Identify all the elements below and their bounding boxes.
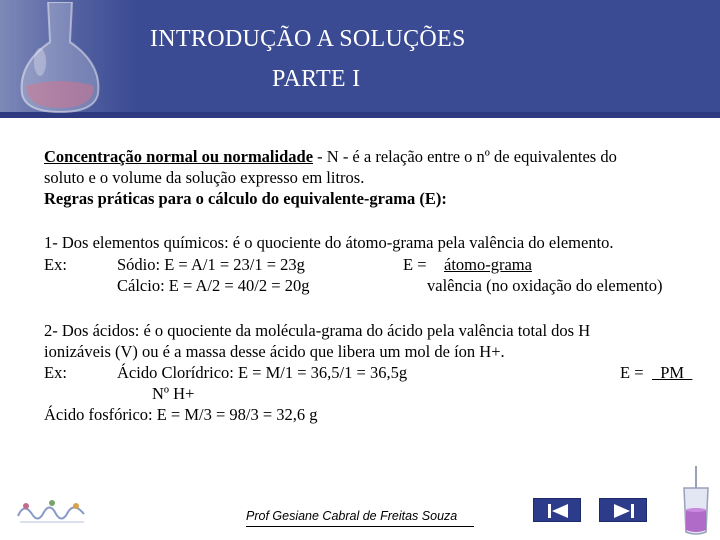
rule-1-formula-denominator: valência (no oxidação do elemento) bbox=[427, 276, 663, 295]
rules-heading bbox=[44, 188, 447, 209]
rule-1-example-label: Ex: bbox=[44, 255, 67, 274]
rule-2-formula-denominator: Nº H+ bbox=[152, 384, 195, 403]
rule-1-example-sodium: Sódio: E = A/1 = 23/1 = 23g bbox=[117, 255, 305, 274]
credit-underline bbox=[246, 526, 474, 527]
rule-2-line-2: ionizáveis (V) ou é a massa desse ácido que libera um mol de íon H+. bbox=[44, 342, 505, 361]
title-banner bbox=[0, 0, 720, 118]
author-credit: Prof Gesiane Cabral de Freitas Souza bbox=[246, 509, 458, 523]
rule-2-formula-numerator: PM bbox=[652, 363, 693, 382]
rule-2-line-1: 2- Dos ácidos: é o quociente da molécula-grama do ácido pela valência total dos H bbox=[44, 321, 591, 340]
definition-line-1 bbox=[44, 146, 617, 167]
rule-1-text: 1- Dos elementos químicos: é o quociente do átomo-grama pela valência do elemento. bbox=[44, 233, 614, 252]
flask-icon bbox=[10, 2, 110, 114]
next-slide-button[interactable] bbox=[599, 498, 647, 522]
rule-2-formula-lhs: E = bbox=[620, 363, 644, 382]
rule-2-example-phosphoric: Ácido fosfórico: E = M/3 = 98/3 = 32,6 g bbox=[44, 405, 318, 424]
beaker-icon bbox=[676, 466, 716, 536]
next-slide-icon bbox=[600, 499, 648, 523]
rule-1-example-calcium: Cálcio: E = A/2 = 40/2 = 20g bbox=[117, 276, 310, 295]
previous-slide-icon bbox=[534, 499, 582, 523]
rule-2-example-label: Ex: bbox=[44, 363, 67, 382]
rule-1-formula-lhs: E = bbox=[403, 255, 427, 274]
slide-subtitle: PARTE I bbox=[272, 66, 361, 92]
definition-line-2: soluto e o volume da solução expresso em litros. bbox=[44, 168, 365, 187]
previous-slide-button[interactable] bbox=[533, 498, 581, 522]
logo-icon bbox=[14, 494, 90, 528]
rules-heading-text: Regras práticas para o cálculo do equivalente-grama (E): bbox=[44, 189, 447, 208]
definition-term: Concentração normal ou normalidade bbox=[44, 147, 314, 166]
rule-2-example-hcl: Ácido Clorídrico: E = M/1 = 36,5/1 = 36,5g bbox=[117, 363, 408, 382]
slide-title: INTRODUÇÃO A SOLUÇÕES bbox=[150, 26, 466, 52]
rule-1-formula-numerator: átomo-grama bbox=[444, 255, 532, 274]
definition-text: - N - é a relação entre o nº de equivalentes do bbox=[313, 147, 617, 166]
